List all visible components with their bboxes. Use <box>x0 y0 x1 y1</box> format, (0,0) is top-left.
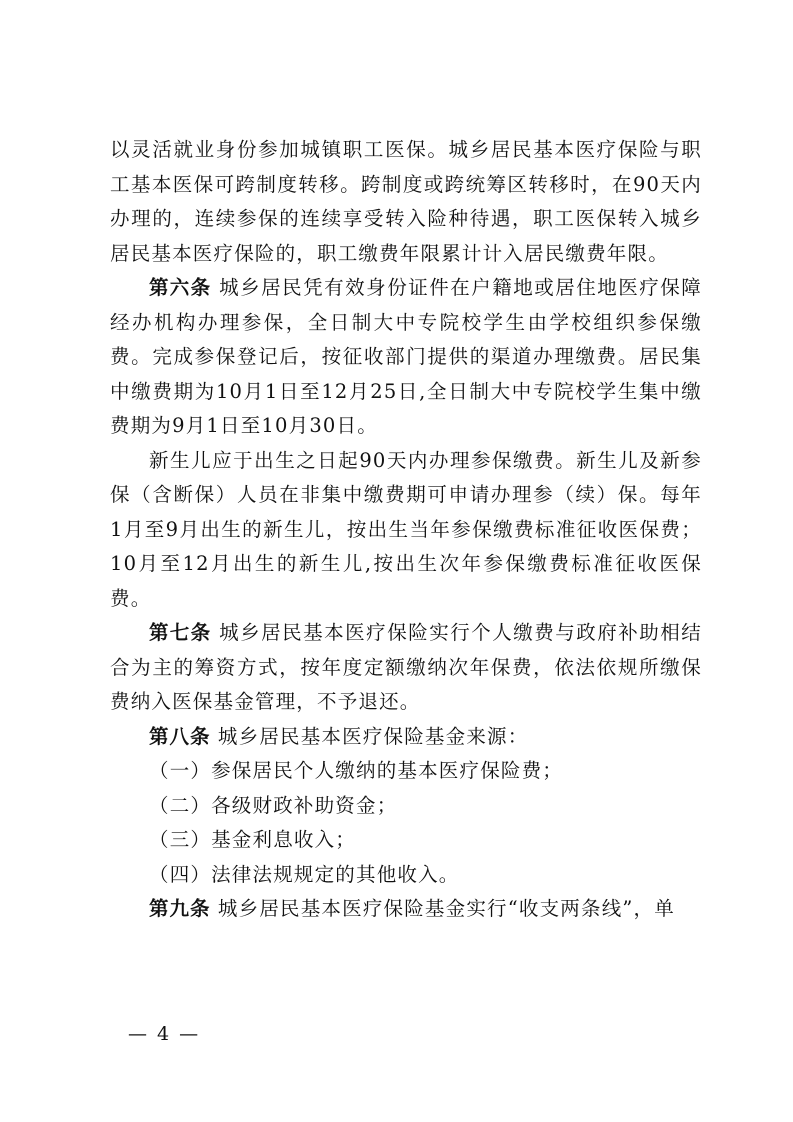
page-number: — 4 — <box>128 1023 201 1045</box>
article-label: 第七条 <box>149 621 212 644</box>
article-label: 第八条 <box>149 724 211 748</box>
paragraph-text: 城乡居民凭有效身份证件在户籍地或居住地医疗保障经办机构办理参保，全日制大中专院校学生由学校组织参保缴费。完成参保登记后，按征收部门提供的渠道办理缴费。居民集中缴费期为10月1日至12月25日,全日制大中专院校学生集中缴费期为9月1日至10月30日。 <box>110 276 702 437</box>
list-item <box>110 754 702 789</box>
list-item <box>110 789 702 824</box>
list-item-text: （三）基金利息收入； <box>149 828 357 851</box>
list-item-text: （二）各级财政补助资金； <box>149 793 398 817</box>
paragraph-text: 城乡居民基本医疗保险基金来源： <box>217 724 529 748</box>
paragraph-continuation <box>110 133 702 271</box>
paragraph-text: 新生儿应于出生之日起90天内办理参保缴费。新生儿及新参保（含断保）人员在非集中缴费期可申请办理参（续）保。每年1月至9月出生的新生儿，按出生当年参保缴费标准征收医保费；10月至12月出生的新生儿,按出生次年参保缴费标准征收医保费。 <box>110 448 702 610</box>
article-7 <box>110 616 702 720</box>
article-label: 第九条 <box>149 897 211 920</box>
list-item-text: （四）法律法规规定的其他收入。 <box>149 862 460 886</box>
article-8 <box>110 720 702 755</box>
paragraph-text: 城乡居民基本医疗保险实行个人缴费与政府补助相结合为主的筹资方式，按年度定额缴纳次年保费，依法依规所缴保费纳入医保基金管理，不予退还。 <box>110 621 702 713</box>
paragraph-text: 城乡居民基本医疗保险基金实行“收支两条线”，单 <box>217 897 675 920</box>
paragraph-newborn <box>110 444 702 617</box>
list-item <box>110 823 702 858</box>
paragraph-text: 以灵活就业身份参加城镇职工医保。城乡居民基本医疗保险与职工基本医保可跨制度转移。跨制度或跨统筹区转移时，在90天内办理的，连续参保的连续享受转入险种待遇，职工医保转入城乡居民基本医疗保险的，职工缴费年限累计计入居民缴费年限。 <box>110 138 702 265</box>
article-label: 第六条 <box>149 276 212 299</box>
document-body <box>110 133 702 927</box>
article-9 <box>110 892 702 927</box>
list-item <box>110 858 702 893</box>
list-item-text: （一）参保居民个人缴纳的基本医疗保险费； <box>149 759 564 782</box>
article-6 <box>110 271 702 444</box>
